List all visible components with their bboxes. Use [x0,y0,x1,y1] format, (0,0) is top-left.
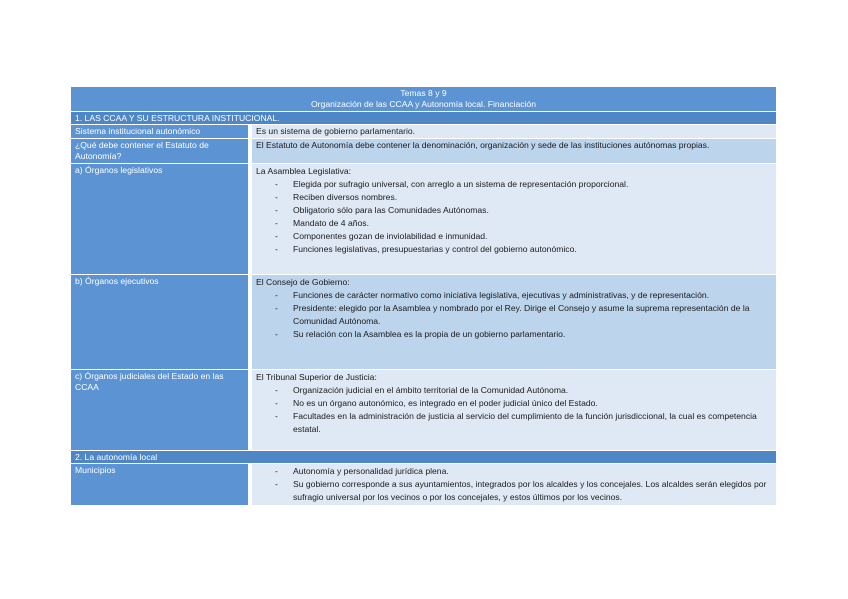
list-item: - Su gobierno corresponde a sus ayuntamientos, integrados por los alcaldes y los concejales. Los alcaldes serán elegidos por sufragio universal por los vecinos o por los concejales, y estos últimos por los vecinos. [256,478,772,504]
row-label: c) Órganos judiciales del Estado en las CCAA [71,370,252,450]
content-intro: El Tribunal Superior de Justicia: [256,372,377,382]
row-label: b) Órganos ejecutivos [71,275,252,369]
bullet-list [256,384,772,436]
list-item: - Facultades en la administración de justicia al servicio del cumplimiento de la función jurisdiccional, la cual es competencia estatal. [256,410,772,436]
list-item: - Mandato de 4 años. [256,217,772,230]
topics-table [71,87,776,505]
row-ejecutivos [71,274,776,369]
list-item: - Funciones de carácter normativo como iniciativa legislativa, ejecutivas y administrativas, y de representación. [256,289,772,302]
row-content [252,370,776,450]
bullet-list [256,289,772,341]
header-line1: Temas 8 y 9 [400,88,447,98]
list-item: - Organización judicial en el ámbito territorial de la Comunidad Autónoma. [256,384,772,397]
section1-title: 1. LAS CCAA Y SU ESTRUCTURA INSTITUCIONAL. [71,111,776,124]
list-item: - Presidente: elegido por la Asamblea y nombrado por el Rey. Dirige el Consejo y asume la suprema representación de la Comunidad Autónoma. [256,302,772,328]
row-label: a) Órganos legislativos [71,164,252,274]
row-label: Municipios [71,464,252,505]
row-content [252,464,776,505]
table-header [71,87,776,111]
list-item: - Autonomía y personalidad jurídica plena. [256,465,772,478]
list-item: - Reciben diversos nombres. [256,191,772,204]
row-content [252,275,776,369]
row-legislativos [71,163,776,274]
row-content [252,164,776,274]
content-intro: El Consejo de Gobierno: [256,277,350,287]
row-content: El Estatuto de Autonomía debe contener la denominación, organización y sede de las instituciones autónomas propias. [252,139,776,163]
list-item: - Su relación con la Asamblea es la propia de un gobierno parlamentario. [256,328,772,341]
list-item: - Funciones legislativas, presupuestarias y control del gobierno autonómico. [256,243,772,256]
row-label: ¿Qué debe contener el Estatuto de Autonomía? [71,139,252,163]
bullet-list [256,178,772,256]
row-label: Sistema institucional autonómico [71,125,252,138]
list-item: - No es un órgano autonómico, es integrado en el poder judicial único del Estado. [256,397,772,410]
list-item: - Elegida por sufragio universal, con arreglo a un sistema de representación proporcional. [256,178,772,191]
row-estatuto [71,138,776,163]
row-judiciales [71,369,776,450]
header-line2: Organización de las CCAA y Autonomía local. Financiación [311,99,536,109]
section2-title: 2. La autonomía local [71,450,776,463]
list-item: - Componentes gozan de inviolabilidad e inmunidad. [256,230,772,243]
row-content: Es un sistema de gobierno parlamentario. [252,125,776,138]
list-item: - Obligatorio sólo para las Comunidades Autónomas. [256,204,772,217]
bullet-list [256,465,772,504]
row-sistema [71,124,776,138]
content-intro: La Asamblea Legislativa: [256,166,352,176]
row-municipios [71,463,776,505]
